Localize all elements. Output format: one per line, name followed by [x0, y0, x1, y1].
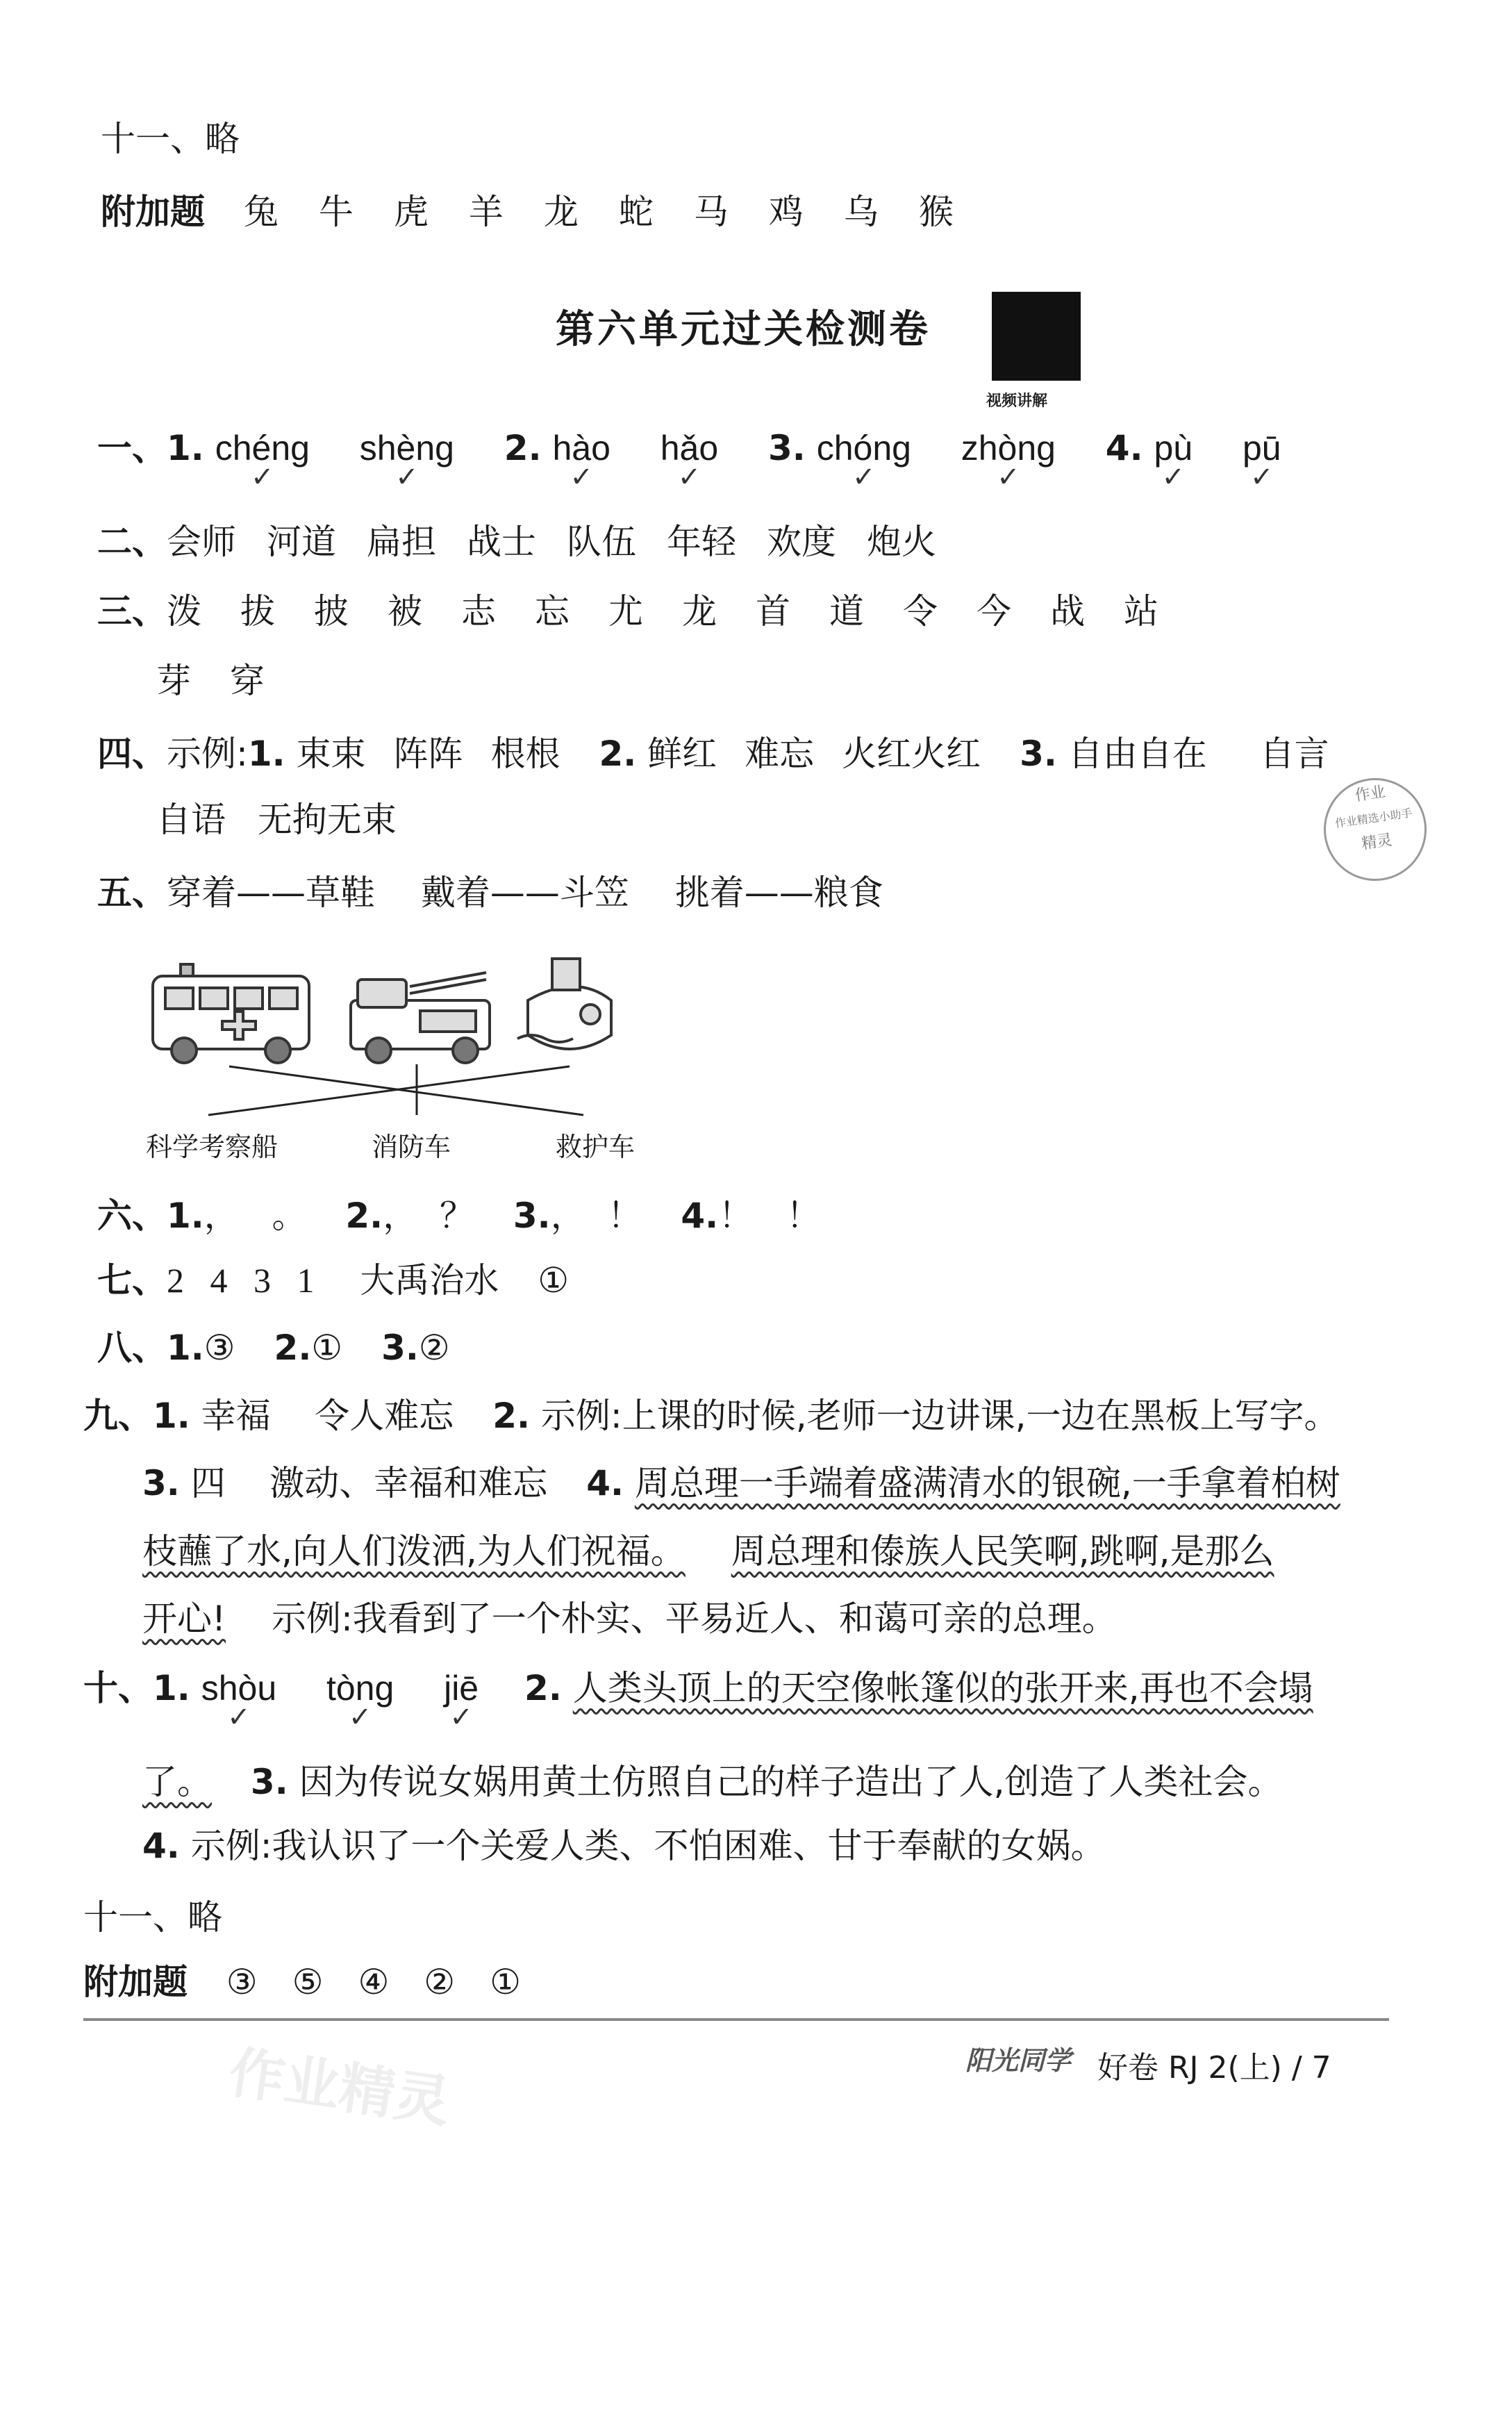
fire-truck-icon — [351, 973, 490, 1063]
q5-pair: 挑着——粮食 — [674, 873, 883, 913]
q4-a3b: 自言 — [1259, 734, 1329, 774]
q10-n2: 2. — [524, 1668, 562, 1708]
q2-word: 年轻 — [667, 522, 736, 562]
extra-item: 蛇 — [618, 192, 654, 232]
q1-row — [97, 424, 1281, 472]
q10-n4: 4. — [142, 1826, 180, 1866]
q8-n3: 3. — [381, 1328, 419, 1368]
q3-char: 道 — [829, 591, 864, 631]
q9-a1: 幸福 令人难忘 — [201, 1396, 454, 1436]
q9-label: 九、 — [83, 1396, 153, 1436]
q2-word: 欢度 — [767, 522, 836, 562]
q4-a1 — [297, 734, 560, 774]
q2-row — [97, 518, 936, 566]
q2-word: 河道 — [267, 522, 336, 562]
q4-row2 — [156, 795, 397, 844]
q4-n1: 1. — [247, 734, 285, 774]
q3-char: 志 — [461, 591, 496, 631]
q1-n2: 2. — [504, 428, 542, 468]
q3-chars-2 — [156, 661, 265, 701]
stamp-line: 精灵 — [1361, 831, 1394, 853]
q8-label: 八、 — [97, 1328, 167, 1368]
q9-a2: 示例:上课的时候,老师一边讲课,一边在黑板上写字。 — [540, 1396, 1339, 1436]
extra-item: ③ — [226, 1962, 258, 2002]
q4-row1 — [97, 729, 1329, 778]
footer-divider — [83, 2018, 1389, 2021]
q3-chars — [167, 591, 1158, 631]
q8-a3: ② — [418, 1328, 450, 1368]
q8-row — [97, 1323, 450, 1372]
extra-item: 羊 — [468, 192, 504, 232]
q4-a3d: 无拘无束 — [257, 800, 397, 840]
q4-word: 束束 — [296, 734, 366, 774]
extra-label: 附加题 — [83, 1962, 188, 2002]
q9-a4a: 周总理一手端着盛满清水的银碗,一手拿着柏树 — [634, 1463, 1340, 1503]
q4-word: 火红火红 — [842, 734, 981, 774]
q1-pinyin: shèng ✓ — [360, 424, 454, 472]
q2-word: 扁担 — [367, 522, 436, 562]
q1-pinyin: pū ✓ — [1243, 424, 1281, 472]
q10-row1 — [83, 1664, 1313, 1712]
q9-a4b: 枝蘸了水,向人们泼洒,为人们祝福。 — [142, 1531, 686, 1571]
q10-pinyin: jiē ✓ — [444, 1664, 479, 1712]
q6-n1: 1. — [167, 1196, 204, 1236]
q2-word: 队伍 — [567, 522, 636, 562]
q9-row3 — [142, 1527, 1274, 1576]
q2-word: 战士 — [467, 522, 536, 562]
q10-row3 — [142, 1822, 1106, 1870]
q1-pinyin: chóng ✓ — [817, 424, 911, 472]
q9-a4e: 示例:我看到了一个朴实、平易近人、和蔼可亲的总理。 — [271, 1599, 1117, 1639]
extra-item: 鸡 — [768, 192, 804, 232]
q1-pinyin: pù ✓ — [1154, 424, 1193, 472]
q1-n1: 1. — [167, 428, 204, 468]
q6-a4: ！ ！ — [718, 1196, 821, 1236]
q9-n2: 2. — [492, 1396, 530, 1436]
q4-n2: 2. — [599, 734, 637, 774]
q10-label: 十、 — [83, 1668, 153, 1708]
q4-a2 — [647, 734, 981, 774]
q6-label: 六、 — [97, 1196, 167, 1236]
q9-a4c: 周总理和傣族人民笑啊,跳啊,是那么 — [731, 1531, 1274, 1571]
q3-char: 披 — [314, 591, 349, 631]
qr-code-icon[interactable] — [992, 292, 1081, 381]
q3-char: 拔 — [240, 591, 275, 631]
vehicles-illustration — [139, 945, 681, 1125]
page-title: 第六单元过关检测卷 — [556, 307, 931, 352]
q1-n3: 3. — [768, 428, 806, 468]
ambulance-icon — [153, 964, 309, 1063]
stamp-line: 作业精选小助手 — [1334, 806, 1413, 830]
q4-word: 根根 — [490, 734, 560, 774]
q3-char: 站 — [1124, 591, 1158, 631]
q8-n2: 2. — [274, 1328, 312, 1368]
q6-a2: ， ？ — [383, 1196, 474, 1236]
q10-row2 — [142, 1758, 1283, 1806]
q7-row — [97, 1256, 569, 1305]
q1-n4: 4. — [1105, 428, 1143, 468]
qr-caption: 视频讲解 — [986, 393, 1048, 410]
q10-pinyin: tòng ✓ — [326, 1664, 394, 1712]
extra-item: 马 — [693, 192, 729, 232]
q4-word: 阵阵 — [393, 734, 463, 774]
q4-word: 鲜红 — [647, 734, 717, 774]
q7-title: 大禹治水 — [360, 1260, 499, 1301]
q3-char: 今 — [977, 591, 1011, 631]
q9-a4d: 开心! — [142, 1599, 226, 1639]
q1-pinyin: hào ✓ — [553, 424, 610, 472]
q3-char: 令 — [903, 591, 938, 631]
q1-label: 一、 — [97, 428, 167, 468]
q6-row — [97, 1191, 821, 1240]
q8-n1: 1. — [167, 1328, 204, 1368]
q4-a3c: 自语 — [156, 800, 226, 840]
q10-a2b: 了。 — [142, 1762, 212, 1802]
match-line — [208, 1066, 570, 1115]
vehicle-label: 消防车 — [372, 1132, 451, 1162]
q3-char: 战 — [1050, 591, 1085, 631]
q4-word: 难忘 — [745, 734, 815, 774]
q2-word: 会师 — [167, 522, 236, 562]
vehicle-label: 救护车 — [556, 1132, 635, 1162]
q1-pinyin: zhòng ✓ — [961, 424, 1056, 472]
q10-a3: 因为传说女娲用黄土仿照自己的样子造出了人,创造了人类社会。 — [299, 1762, 1283, 1802]
q10-n3: 3. — [250, 1762, 288, 1802]
q9-row1 — [83, 1392, 1339, 1440]
q9-row4 — [142, 1594, 1117, 1643]
q8-a1: ③ — [203, 1328, 235, 1368]
q3-char: 尤 — [608, 591, 643, 631]
ship-icon — [517, 959, 611, 1049]
top-section-11: 十一、略 — [101, 119, 240, 159]
q4-label: 四、 — [97, 734, 167, 774]
q5-label: 五、 — [97, 873, 167, 913]
q3-char: 龙 — [682, 591, 717, 631]
q7-nums: 2 4 3 1 — [167, 1261, 315, 1300]
extra-item: 猴 — [918, 192, 954, 232]
extra-item: ④ — [358, 1962, 390, 2002]
q9-n1: 1. — [153, 1396, 190, 1436]
q9-row2 — [142, 1459, 1340, 1508]
vehicle-label: 科学考察船 — [146, 1132, 279, 1162]
q3-char: 被 — [388, 591, 422, 631]
stamp-line: 作业 — [1354, 783, 1387, 805]
top-extra-question — [101, 188, 954, 236]
q6-n4: 4. — [681, 1196, 719, 1236]
q3-char: 芽 — [156, 661, 191, 701]
q6-a1: ， 。 — [203, 1196, 307, 1236]
extra-item: 龙 — [543, 192, 579, 232]
extra-item: ② — [424, 1962, 456, 2002]
extra-item: ⑤ — [292, 1962, 324, 2002]
q6-n3: 3. — [513, 1196, 551, 1236]
match-line — [229, 1066, 583, 1115]
q9-a3: 四 激动、幸福和难忘 — [190, 1463, 548, 1503]
bottom-extra-question — [83, 1958, 521, 2006]
q10-pinyin: shòu ✓ — [201, 1664, 276, 1712]
q1-pinyin: hǎo ✓ — [661, 424, 718, 472]
q3-char: 泼 — [167, 591, 201, 631]
extra-label: 附加题 — [101, 192, 205, 232]
q7-circ: ① — [538, 1260, 570, 1301]
q10-a2a: 人类头顶上的天空像帐篷似的张开来,再也不会塌 — [572, 1668, 1313, 1708]
q3-char: 忘 — [535, 591, 570, 631]
q9-n3: 3. — [142, 1463, 180, 1503]
q10-n1: 1. — [153, 1668, 190, 1708]
extra-item: 虎 — [393, 192, 429, 232]
q3-char: 穿 — [230, 661, 265, 701]
brand-logo: 阳光同学 — [965, 2045, 1072, 2076]
q2-label: 二、 — [97, 522, 167, 562]
q6-n2: 2. — [345, 1196, 383, 1236]
q8-a2: ① — [311, 1328, 343, 1368]
q2-words — [167, 522, 936, 562]
q9-n4: 4. — [586, 1463, 624, 1503]
extra-item: 乌 — [843, 192, 879, 232]
q10-a4: 示例:我认识了一个关爱人类、不怕困难、甘于奉献的女娲。 — [190, 1826, 1106, 1866]
q5-pair: 戴着——斗笠 — [420, 873, 629, 913]
q1-pinyin: chéng ✓ — [215, 424, 310, 472]
q5-pair: 穿着——草鞋 — [167, 873, 375, 913]
q6-a3: ， ！ — [550, 1196, 642, 1236]
q4-lead: 示例: — [167, 734, 248, 774]
stamp — [1317, 771, 1433, 887]
extra-item: 兔 — [243, 192, 279, 232]
extra-items — [244, 192, 954, 232]
q5-row — [97, 868, 883, 917]
q3-char: 首 — [756, 591, 790, 631]
q3-row2 — [156, 657, 265, 705]
extra-item: ① — [490, 1962, 522, 2002]
footer-text: 好卷 RJ 2(上) / 7 — [1097, 2050, 1331, 2086]
q4-n3: 3. — [1020, 734, 1057, 774]
q2-word: 炮火 — [867, 522, 936, 562]
extra-items — [226, 1962, 521, 2002]
extra-item: 牛 — [318, 192, 354, 232]
q3-row1 — [97, 587, 1158, 636]
q3-label: 三、 — [97, 591, 167, 631]
q7-label: 七、 — [97, 1260, 167, 1301]
q4-a3a: 自由自在 — [1067, 734, 1207, 774]
bottom-section-11: 十一、略 — [83, 1897, 222, 1938]
watermark: 作业精灵 — [225, 2040, 454, 2135]
